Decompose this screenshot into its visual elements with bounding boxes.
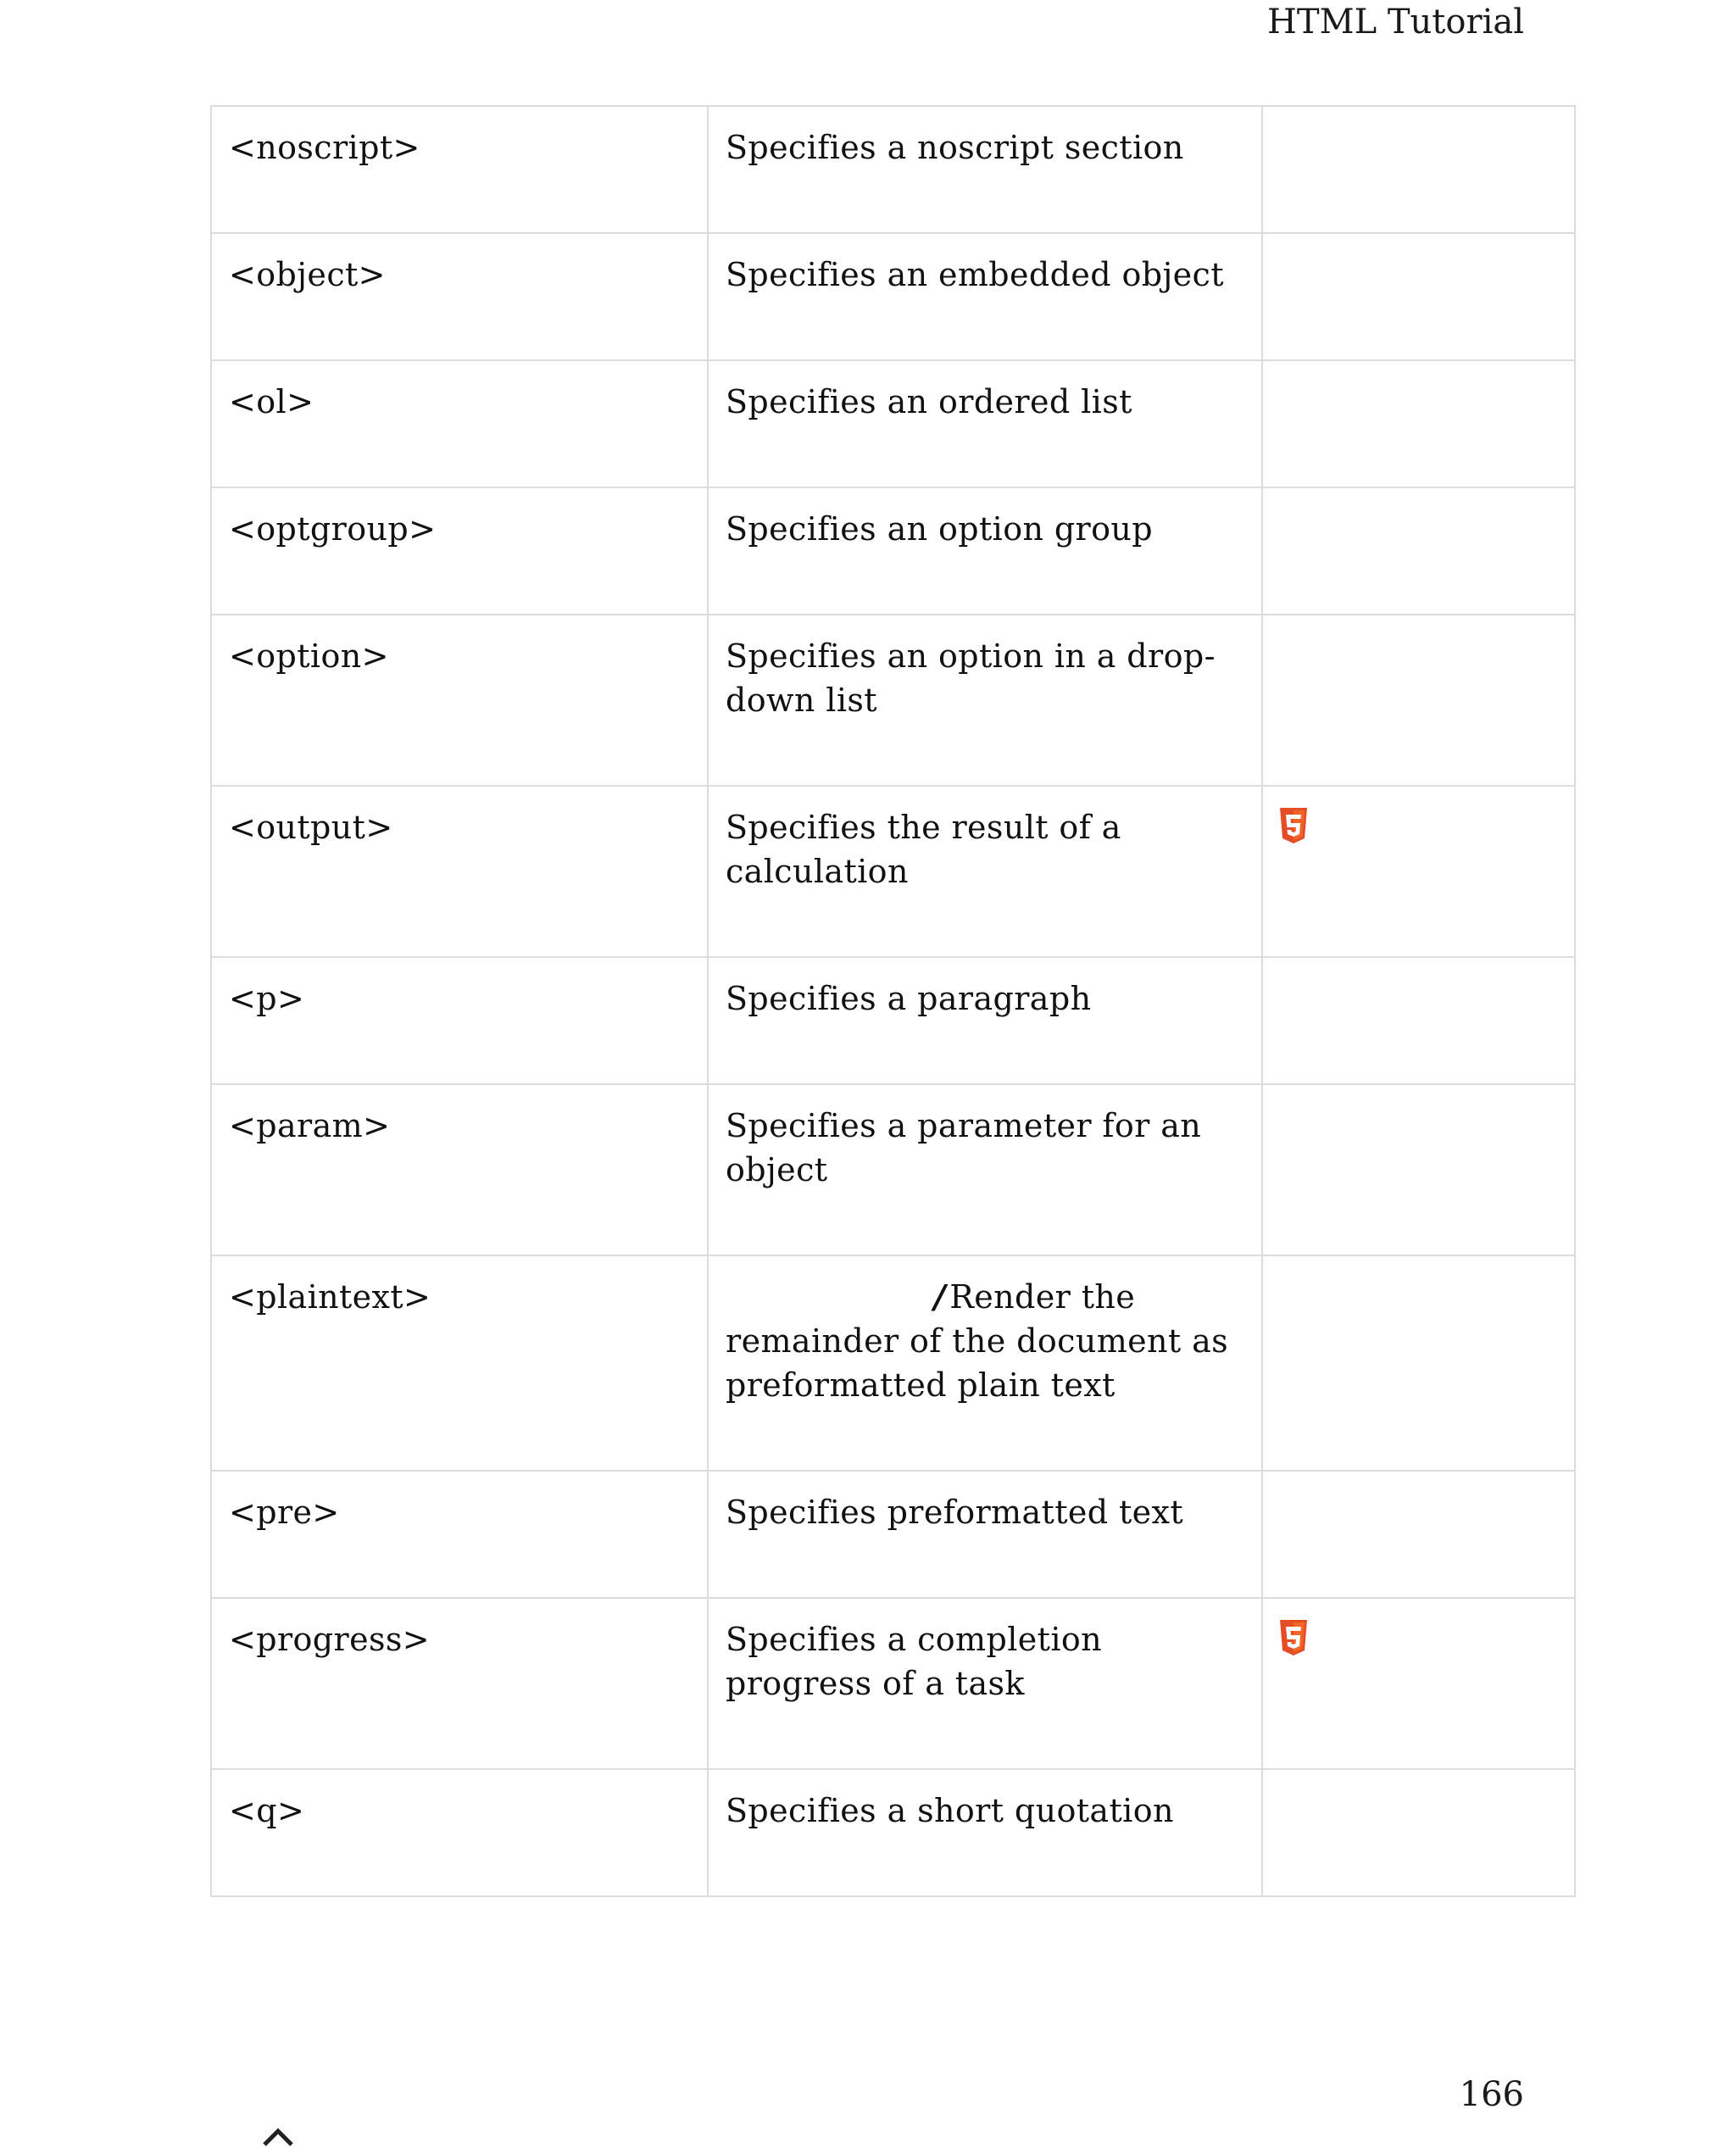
html5-cell (1262, 957, 1575, 1084)
tag-description: Specifies a paragraph (726, 980, 1092, 1017)
table-row (211, 106, 1575, 233)
tag-cell (211, 487, 708, 615)
description-cell (708, 1255, 1262, 1471)
tag-name: <pre> (229, 1494, 340, 1531)
tag-description: Specifies an embedded object (726, 256, 1224, 293)
table-row (211, 487, 1575, 615)
description-cell (708, 487, 1262, 615)
table-row (211, 786, 1575, 957)
tag-name: <p> (229, 980, 305, 1017)
tag-cell (211, 1471, 708, 1598)
table-row (211, 615, 1575, 786)
description-cell (708, 1471, 1262, 1598)
html5-cell (1262, 1084, 1575, 1255)
html5-cell (1262, 1471, 1575, 1598)
table-row (211, 1769, 1575, 1896)
page-header-title: HTML Tutorial (1267, 3, 1524, 42)
tag-cell (211, 106, 708, 233)
caret-up-icon (259, 2123, 297, 2148)
table-row (211, 1084, 1575, 1255)
tag-cell (211, 1084, 708, 1255)
tag-cell (211, 1255, 708, 1471)
tag-description: Specifies an option in a drop-down list (726, 637, 1216, 719)
tag-name: <param> (229, 1107, 391, 1144)
tag-description: Specifies an option group (726, 510, 1153, 548)
tag-name: <output> (229, 809, 393, 846)
tag-description: Specifies a parameter for an object (726, 1107, 1202, 1188)
tag-cell (211, 957, 708, 1084)
html5-cell (1262, 487, 1575, 615)
tag-name: <noscript> (229, 129, 420, 166)
tag-description: Specifies a noscript section (726, 129, 1184, 166)
html5-cell (1262, 615, 1575, 786)
tag-cell (211, 1769, 708, 1896)
description-cell (708, 233, 1262, 360)
table-row (211, 1471, 1575, 1598)
description-cell (708, 106, 1262, 233)
tag-description: Specifies a completion progress of a task (726, 1621, 1103, 1702)
slash-mark: / (934, 1278, 947, 1316)
tag-description: Specifies an ordered list (726, 383, 1132, 420)
tag-name: <progress> (229, 1621, 431, 1658)
html5-cell (1262, 233, 1575, 360)
tag-cell (211, 786, 708, 957)
html-tags-table (210, 105, 1576, 1897)
description-cell (708, 957, 1262, 1084)
description-cell (708, 360, 1262, 487)
description-cell (708, 786, 1262, 957)
html5-cell (1262, 106, 1575, 233)
tag-cell (211, 1598, 708, 1769)
table-row (211, 233, 1575, 360)
tag-cell (211, 615, 708, 786)
tag-cell (211, 233, 708, 360)
page-number: 166 (1459, 2075, 1524, 2114)
html5-icon (1278, 807, 1309, 844)
tag-name: <object> (229, 256, 386, 293)
tag-description: Specifies a short quotation (726, 1792, 1174, 1829)
tag-name: <option> (229, 637, 389, 675)
description-cell (708, 1084, 1262, 1255)
description-cell (708, 1598, 1262, 1769)
description-cell (708, 615, 1262, 786)
tag-description: Specifies the result of a calculation (726, 809, 1121, 890)
table-row (211, 360, 1575, 487)
tag-name: <ol> (229, 383, 314, 420)
tag-name: <plaintext> (229, 1278, 431, 1316)
tag-name: <q> (229, 1792, 305, 1829)
html5-cell (1262, 360, 1575, 487)
tag-name: <optgroup> (229, 510, 437, 548)
table-row (211, 1598, 1575, 1769)
table-row (211, 1255, 1575, 1471)
description-cell (708, 1769, 1262, 1896)
tag-description: Specifies preformatted text (726, 1494, 1184, 1531)
html5-icon (1278, 1619, 1309, 1656)
html5-cell (1262, 1598, 1575, 1769)
html5-cell (1262, 1769, 1575, 1896)
html5-cell (1262, 786, 1575, 957)
tag-cell (211, 360, 708, 487)
html5-cell (1262, 1255, 1575, 1471)
tag-description: Render the remainder of the document as preformatted plain text (726, 1278, 1229, 1404)
table-row (211, 957, 1575, 1084)
